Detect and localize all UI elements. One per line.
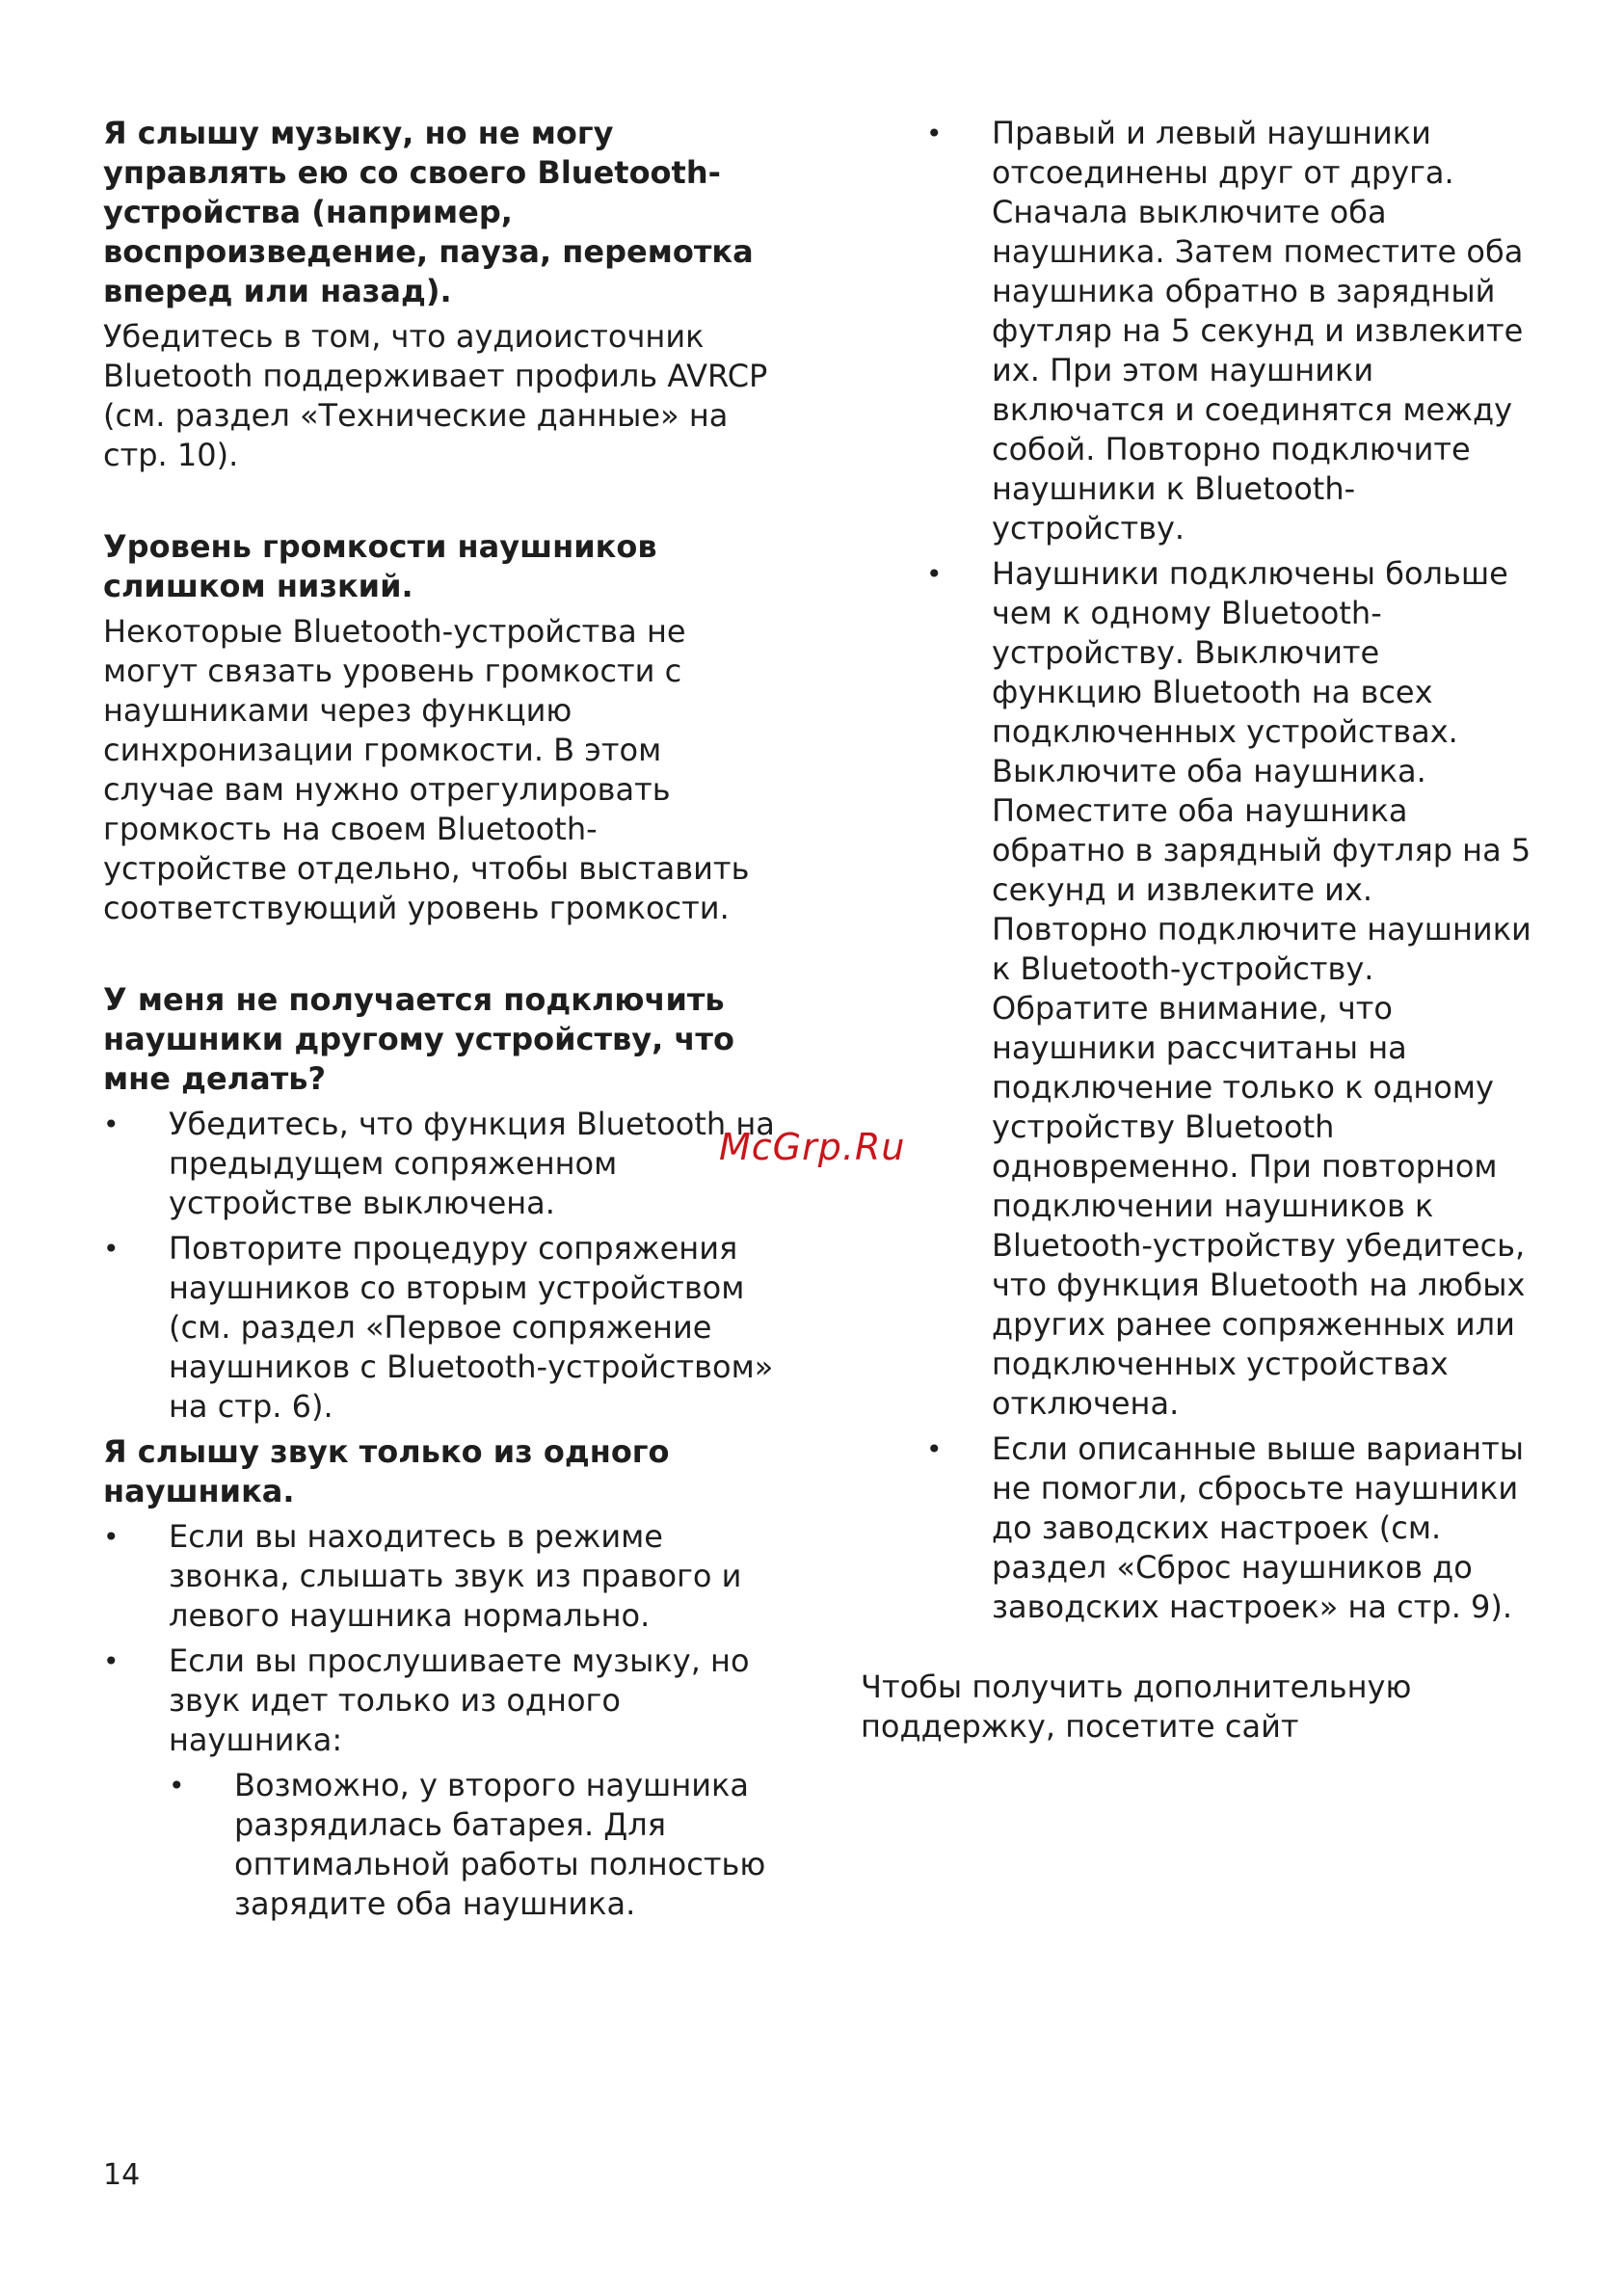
list-item-text: Если вы прослушиваете музыку, но звук идет только из одного наушника:	[169, 1642, 750, 1758]
one-earbud-list	[103, 1517, 778, 1924]
bullet-icon: •	[926, 118, 943, 149]
sub-list	[169, 1766, 778, 1924]
list-item-text: Если описанные выше варианты не помогли, сбросьте наушники до заводских настроек (см. раздел «Сброс наушников до заводских настроек» на стр. 9).	[992, 1430, 1524, 1625]
section-text-avrcp: Убедитесь в том, что аудиоисточник Bluetooth поддерживает профиль AVRCP (см. раздел «Технические данные» на стр. 10).	[103, 318, 768, 473]
bullet-icon: •	[169, 1770, 185, 1802]
list-item	[103, 1642, 778, 1924]
list-item-text: Повторите процедуру сопряжения наушников со вторым устройством (см. раздел «Первое сопряжение наушников с Bluetooth-устройством» на стр. 6).	[169, 1230, 774, 1425]
right-list	[861, 114, 1535, 1627]
section-heading-avrcp: Я слышу музыку, но не могу управлять ею со своего Bluetooth-устройства (например, воспроизведение, пауза, перемотка вперед или назад).	[103, 115, 754, 309]
list-item-text: Убедитесь, что функция Bluetooth на предыдущем сопряженном устройстве выключена.	[169, 1106, 775, 1221]
bullet-icon: •	[103, 1521, 120, 1553]
list-item	[861, 1429, 1535, 1627]
sub-list-item-text: Возможно, у второго наушника разрядилась батарея. Для оптимальной работы полностью зарядите оба наушника.	[234, 1767, 766, 1922]
watermark: McGrp.Ru	[719, 1126, 906, 1168]
right-column	[861, 114, 1535, 1747]
bullet-icon: •	[926, 558, 943, 590]
list-item	[861, 554, 1535, 1424]
list-item	[861, 114, 1535, 548]
bullet-icon: •	[103, 1645, 120, 1677]
section-text-volume: Некоторые Bluetooth-устройства не могут связать уровень громкости с наушниками через функцию синхронизации громкости. В этом случае вам нужно отрегулировать громкость на своем Bluetooth-устройстве отдельно, чтобы выставить соответствующий уровень громкости.	[103, 613, 750, 926]
list-item	[103, 1105, 778, 1223]
sub-list-item	[169, 1766, 778, 1924]
list-item-text: Наушники подключены больше чем к одному Bluetooth-устройству. Выключите функцию Bluetooth на всех подключенных устройствах. Выключите оба наушника. Поместите оба наушника обратно в зарядный футляр на 5 секунд и извлеките их. Повторно подключите наушники к Bluetooth-устройству. Обратите внимание, что наушники рассчитаны на подключение только к одному устройству Bluetooth одновременно. При повторном подключении наушников к Bluetooth-устройству убедитесь, что функция Bluetooth на любых других ранее сопряженных или подключенных устройствах отключена.	[992, 555, 1531, 1422]
bullet-icon: •	[103, 1108, 120, 1140]
section-heading-pairing: У меня не получается подключить наушники другому устройству, что мне делать?	[103, 981, 734, 1097]
left-column	[103, 114, 778, 1930]
section-heading-volume: Уровень громкости наушников слишком низкий.	[103, 528, 657, 604]
list-item	[103, 1229, 778, 1427]
page-number: 14	[103, 2158, 141, 2192]
support-text: Чтобы получить дополнительную поддержку, посетите сайт	[861, 1669, 1412, 1745]
list-item	[103, 1517, 778, 1636]
section-heading-one-earbud: Я слышу звук только из одного наушника.	[103, 1433, 670, 1509]
bullet-icon: •	[103, 1233, 120, 1265]
pairing-list	[103, 1105, 778, 1427]
list-item-text: Если вы находитесь в режиме звонка, слышать звук из правого и левого наушника нормально.	[169, 1518, 742, 1634]
list-item-text: Правый и левый наушники отсоединены друг от друга. Сначала выключите оба наушника. Затем поместите оба наушника обратно в зарядный футляр на 5 секунд и извлеките их. При этом наушники включатся и соединятся между собой. Повторно подключите наушники к Bluetooth-устройству.	[992, 115, 1524, 547]
bullet-icon: •	[926, 1433, 943, 1465]
